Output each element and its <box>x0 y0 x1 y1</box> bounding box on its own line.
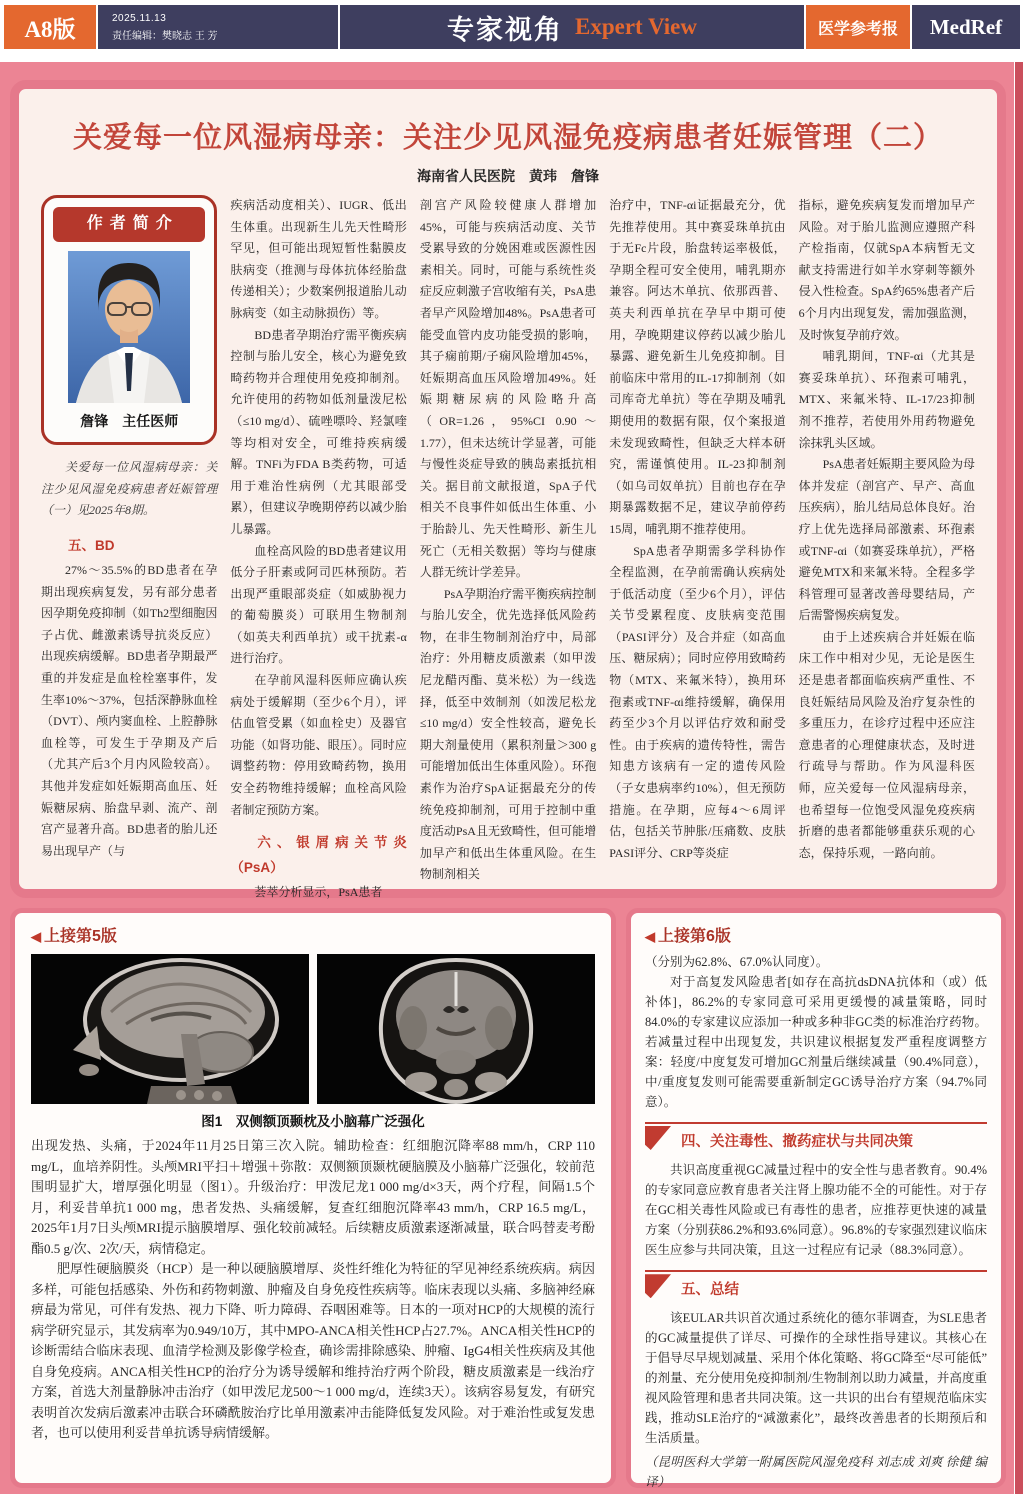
continued-from-header <box>31 923 595 946</box>
body-paragraph: 该EULAR共识首次通过系统化的德尔菲调查，为SLE患者的GC减量提供了详尽、可操作的全球性指导建议。其核心在于倡导尽早规划减量、采用个体化策略、将GC降至“尽可能低”的剂量、充分使用免疫抑制剂/生物制剂以助力减量，并高度重视风险管理和患者共同决策。这一共识的出台有望规范临床实践，推动SLE治疗的“减激素化”，最终改善患者的长期预后和生活质量。 <box>645 1311 987 1446</box>
masthead <box>4 5 1020 49</box>
body-paragraph: 对于高复发风险患者[如存在高抗dsDNA抗体和（或）低补体]，86.2%的专家同意可采用更缓慢的减量策略，同时84.0%的专家建议应添加一种或多种非GC类的标准治疗药物。若减量过程中出现复发，共识建议根据复发严重程度调整方案：轻度/中度复发可增加GC剂量后继续减量（90.4%同意），中/重度复发则可能需要重新制定GC诱导治疗方案（94.7%同意）。 <box>645 975 987 1109</box>
body-paragraph: PsA患者妊娠期主要风险为母体并发症（剖宫产、早产、高血压疾病），胎儿结局总体良好。治疗上优先选择局部激素、环孢素或TNF-αi（如赛妥珠单抗），严格避免MTX和来氟米特。全程多学科管理可显著改善母婴结局，产后需警惕疾病复发。 <box>798 457 976 623</box>
masthead-meta <box>98 5 338 49</box>
translators-credit: （昆明医科大学第一附属医院风湿免疫科 刘志成 刘爽 徐健 编译） <box>645 1455 987 1490</box>
section-heading-label: 五、总结 <box>681 1282 739 1299</box>
section-heading-toxicity <box>645 1122 987 1154</box>
body-paragraph: PsA孕期治疗需平衡疾病控制与胎儿安全，优先选择低风险药物，在非生物制剂治疗中，局部治疗：外用糖皮质激素（如甲泼尼龙醋丙酯、莫米松）为一线选择，低至中效制剂（如泼尼松龙≤10 mg/d）安全性较高，避免长期大剂量使用（累积剂量＞300 g可能增加低出生体重风险）。环孢素作为治疗SpA证据最充分的传统免疫抑制剂，可用于控制中重度活动PsA且无致畸性，但可能增加早产和低出生体重风险。在生物制剂相关 <box>419 586 597 882</box>
author-photo <box>68 251 190 403</box>
paper-name-badge: 医学参考报 <box>806 5 910 49</box>
mri-coronal-image <box>317 954 595 1104</box>
paper-name-en: MedRef <box>912 5 1020 49</box>
body-paragraph: 疾病活动度相关）、IUGR、低出生体重。出现新生儿先天性畸形罕见，但可能出现短暂性黏膜皮肤病变（推测与母体抗体经胎盘传递相关）；少数案例报道胎儿动脉病变（如主动脉损伤）等。 <box>230 198 407 320</box>
continued-right-text <box>645 952 987 1492</box>
article-title: 关爱每一位风湿病母亲：关注少见风湿免疫病患者妊娠管理（二） <box>72 122 943 154</box>
body-paragraph: 治疗中，TNF-αi证据最充分，优先推荐使用。其中赛妥珠单抗由于无Fc片段，胎盘转运率极低，孕期全程可安全使用，哺乳期亦兼容。阿达木单抗、依那西普、英夫利西单抗在孕早中期可使用，孕晚期建议停药以减少胎儿暴露、避免新生儿免疫抑制。目前临床中常用的IL-17抑制剂（如司库奇尤单抗）等在孕期及哺乳期使用的数据有限，仅个案报道未发现致畸性，但缺乏大样本研究，需谨慎使用。IL-23抑制剂（如乌司奴单抗）目前也存在孕期暴露数据不足，建议孕前停药15周，哺乳期不推荐使用。 <box>609 198 786 536</box>
body-paragraph: 血栓高风险的BD患者建议用低分子肝素或阿司匹林预防。若出现严重眼部炎症（如威胁视力的葡萄膜炎）可联用生物制剂（如英夫利西单抗）或干扰素-α进行治疗。 <box>230 543 407 666</box>
series-note: 关爱每一位风湿病母亲：关注少见风湿免疫病患者妊娠管理（一）见2025年8期。 <box>41 459 218 518</box>
continued-left-text <box>31 1136 595 1444</box>
body-paragraph: 共识高度重视GC减量过程中的安全性与患者教育。90.4%的专家同意应教育患者关注肾上腺功能不全的可能性。对于存在GC相关毒性风险或已有毒性的患者，应推荐更快速的减量方案（分别获86.2%和93.6%同意）。96.8%的专家强烈建议临床医生应参与共同决策，且这一过程应有记录（88.3%同意）。 <box>645 1163 987 1258</box>
section-heading-label: 四、关注毒性、撤药症状与共同决策 <box>681 1134 913 1150</box>
article-columns <box>41 195 976 899</box>
column-2 <box>230 195 407 899</box>
column-5 <box>799 195 975 875</box>
continued-from-label: 上接第5版 <box>44 928 117 945</box>
continued-from-icon: ◀ <box>31 929 41 944</box>
body-paragraph: 27%～35.5%的BD患者在孕期出现疾病复发，另有部分患者因孕期免疫抑制（如Th2型细胞因子占优、雌激素诱导抗炎反应）出现疾病缓解。BD患者孕期最严重的并发症是血栓栓塞事件，发生率10%～37%，包括深静脉血栓（DVT）、颅内窦血栓、上腔静脉血栓等，可发生于孕期及产后（尤其产后3个月内风险较高）。其他并发症如妊娠期高血压、妊娠糖尿病、胎盘早剥、流产、剖宫产显著升高。BD患者的胎儿还易出现早产（与 <box>41 563 218 858</box>
author-name: 詹锋 主任医师 <box>80 412 179 429</box>
page-edge-strip <box>1015 62 1023 1494</box>
body-paragraph: 在孕前风湿科医师应确认疾病处于缓解期（至少6个月），评估血管受累（如血栓史）及器官功能（如肾功能、眼压）。同时应调整药物：停用致畸药物，换用安全药物维持缓解；血栓高风险者制定预防方案。 <box>230 673 407 817</box>
column-1 <box>41 195 217 875</box>
body-paragraph: 剖宫产风险较健康人群增加45%，可能与疾病活动度、关节受累导致的分娩困难或医源性因素相关。同时，可能与系统性炎症反应刺激子宫收缩有关，PsA患者早产风险增加48%。PsA患者可能受血管内皮功能受损的影响，其子痫前期/子痫风险增加45%，妊娠期高血压风险增加49%。妊娠期糖尿病的风险略升高（OR=1.26，95%CI 0.90～1.77），但未达统计学显著，可能与慢性炎症导致的胰岛素抵抗相关。据目前文献报道，SpA子代相关不良事件如低出生体重、小于胎龄儿、先天性畸形、新生儿死亡（无相关数据）等均与健康人群无统计学差异。 <box>419 198 597 580</box>
body-paragraph: 哺乳期间，TNF-αi（尤其是赛妥珠单抗）、环孢素可哺乳，MTX、来氟米特、IL-17/23抑制剂不推荐，若使用外用药物避免涂抹乳头区域。 <box>798 349 976 450</box>
continued-from-label: 上接第6版 <box>658 928 731 945</box>
body-paragraph: 肥厚性硬脑膜炎（HCP）是一种以硬脑膜增厚、炎性纤维化为特征的罕见神经系统疾病。病因多样，可能包括感染、外伤和药物刺激、肿瘤及自身免疫性疾病等。临床表现以头痛、多脑神经麻痹最为常见，可伴有发热、视力下降、听力障碍、吞咽困难等。日本的一项对HCP的大规模的流行病学研究显示，其发病率为0.949/10万，其中MPO-ANCA相关性HCP占27.7%。ANCA相关性HCP的诊断需结合临床表现、血清学检测及影像学检查，确诊需排除感染、肿瘤、IgG4相关性疾病及其他自身免疫病。ANCA相关性HCP的治疗分为诱导缓解和维持治疗两个阶段，糖皮质激素是一线治疗方案，首选大剂量静脉冲击治疗（如甲泼尼龙500～1 000 mg/d，连续3天）。该病容易复发，有研究表明首次发病后激素冲击联合环磷酰胺治疗比单用激素冲击能降低复发风险。对于难治性或复发患者，也可以使用利妥昔单抗诱导病情缓解。 <box>31 1261 595 1441</box>
section-title-en: Expert View <box>574 14 697 39</box>
issue-date: 2025.11.13 <box>112 12 167 24</box>
edition-badge: A8版 <box>4 5 96 49</box>
ribbon-icon <box>645 1126 671 1150</box>
figure-1 <box>31 954 595 1104</box>
section-heading-psa: 六、银屑病关节炎（PsA） <box>230 835 407 875</box>
ribbon-icon <box>645 1274 671 1298</box>
body-paragraph: 荟萃分析显示，PsA患者 <box>254 884 383 899</box>
continued-from-header <box>645 923 987 946</box>
body-paragraph: 出现发热、头痛，于2024年11月25日第三次入院。辅助检查：红细胞沉降率88 mm/h，CRP 110 mg/L，血培养阴性。头颅MRI平扫＋增强＋弥散：双侧额顶颞枕硬脑膜及小脑幕广泛强化，较前范围明显扩大，增厚强化明显（图1）。升级治疗：甲泼尼龙1 000 mg/d×3天，两个疗程，间隔1.5个月，利妥昔单抗1 000 mg，患者发热、头痛缓解，复查红细胞沉降率43 mm/h，CRP 16.5 mg/L，2025年1月7日头颅MRI提示脑膜增厚、强化较前减轻。后续糖皮质激素逐渐减量，联合吗替麦考酚酯0.5 g/次、2次/天，病情稳定。 <box>31 1138 595 1256</box>
body-paragraph: 由于上述疾病合并妊娠在临床工作中相对少见，无论是医生还是患者都面临疾病严重性、不良妊娠结局风险及治疗复杂性的多重压力，在诊疗过程中还应注意患者的心理健康状态，及时进行疏导与帮助。作为风湿科医师，应关爱每一位风湿病母亲，也希望每一位饱受风湿免疫疾病折磨的患者都能够重获乐观的心态，保持乐观，一路向前。 <box>798 629 976 860</box>
column-3 <box>419 195 597 882</box>
mri-sagittal-image <box>31 954 309 1104</box>
section-banner <box>340 5 804 49</box>
figure-caption: 图1 双侧额顶颞枕及小脑幕广泛强化 <box>201 1114 425 1129</box>
column-4 <box>609 195 785 875</box>
section-heading-summary <box>645 1270 987 1302</box>
editors-line: 责任编辑：樊晓志 王 芳 <box>112 30 218 42</box>
body-paragraph: BD患者孕期治疗需平衡疾病控制与胎儿安全，核心为避免致畸药物并合理使用免疫抑制剂。允许使用的药物如低剂量泼尼松（≤10 mg/d）、硫唑嘌呤、羟氯喹等均相对安全，可维持疾病缓解。TNFi为FDA B类药物，可适用于难治性病例（尤其眼部受累），但建议孕晚期停药以减少胎儿暴露。 <box>230 327 407 536</box>
section-heading-bd: 五、BD <box>68 537 115 553</box>
body-paragraph: （分别为62.8%、67.0%认同度）。 <box>645 955 829 969</box>
main-article-panel <box>10 80 1006 898</box>
author-box-title: 作者简介 <box>53 207 205 242</box>
section-title-cn: 专家视角 <box>446 14 563 45</box>
continued-story-right <box>626 908 1006 1488</box>
author-intro-box <box>41 195 217 445</box>
continued-from-icon: ◀ <box>645 929 655 944</box>
article-byline: 海南省人民医院 黄玮 詹锋 <box>417 168 599 184</box>
body-paragraph: SpA患者孕期需多学科协作全程监测，在孕前需确认疾病处于低活动度（至少6个月），评估关节受累程度、皮肤病变范围（PASI评分）及合并症（如高血压、糖尿病）；同时应停用致畸药物（MTX、来氟米特），换用环孢素或TNF-αi维持缓解，确保用药至少3个月以评估疗效和耐受性。由于疾病的遗传特性，需告知患方该病有一定的遗传风险（子女患病率约10%），但无预防措施。在孕期，应每4～6周评估，包括关节肿胀/压痛数、皮肤PASI评分、CRP等炎症 <box>609 543 786 860</box>
body-paragraph: 指标，避免疾病复发而增加早产风险。对于胎儿监测应遵照产科产检指南，仅就SpA本病暂无文献支持需进行如羊水穿刺等额外侵入性检查。SpA约65%患者产后6个月内出现复发，需加强监测，及时恢复孕前疗效。 <box>798 198 976 342</box>
continued-story-left <box>10 908 616 1488</box>
